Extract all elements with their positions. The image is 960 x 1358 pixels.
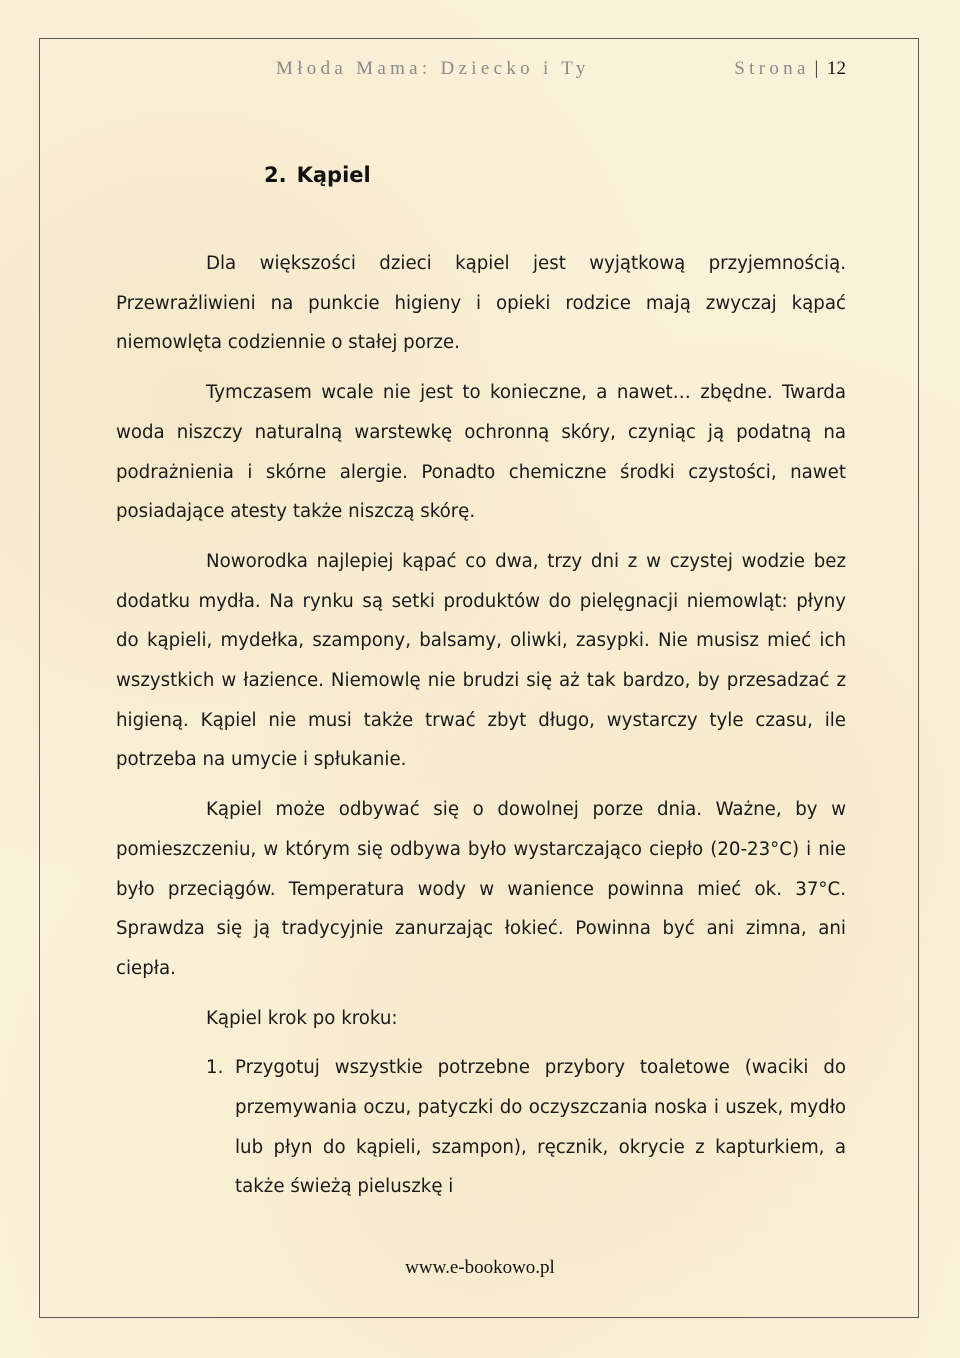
list-item-number: 1. — [206, 1057, 224, 1079]
page-indicator — [734, 58, 846, 80]
book-title: Młoda Mama: Dziecko i Ty — [276, 58, 590, 79]
list-item-text: Przygotuj wszystkie potrzebne przybory toaletowe (waciki do przemywania oczu, patyczki do oczyszczania noska i uszek, mydło lub płyn do kąpieli, szampon), ręcznik, okrycie z kapturkiem, a także świeżą pieluszkę i — [235, 1057, 846, 1198]
page-header — [116, 58, 846, 82]
page-separator: | — [814, 58, 819, 79]
paragraph: Noworodka najlepiej kąpać co dwa, trzy dni z w czystej wodzie bez dodatku mydła. Na rynku są setki produktów do pielęgnacji niemowląt: płyny do kąpieli, mydełka, szampony, balsamy, oliwki, zasypki. Nie musisz mieć ich wszystkich w łazience. Niemowlę nie brudzi się aż tak bardzo, by przesadzać z higieną. Kąpiel nie musi także trwać zbyt długo, wystarczy tyle czasu, ile potrzeba na umycie i spłukanie. — [116, 550, 846, 771]
section-number: 2. — [264, 163, 287, 187]
page-label: Strona — [734, 58, 810, 79]
paragraph: Dla większości dzieci kąpiel jest wyjątkową przyjemnością. Przewrażliwieni na punkcie higieny i opieki rodzice mają zwyczaj kąpać niemowlęta codziennie o stałej porze. — [116, 253, 846, 354]
section-heading — [264, 163, 371, 187]
paragraph: Kąpiel może odbywać się o dowolnej porze dnia. Ważne, by w pomieszczeniu, w którym się odbywa było wystarczająco ciepło (20-23°C) i nie było przeciągów. Temperatura wody w wanience powinna mieć ok. 37°C. Sprawdza się ją tradycyjnie zanurzając łokieć. Powinna być ani zimna, ani ciepła. — [116, 799, 846, 979]
page-number: 12 — [827, 58, 846, 79]
list-item — [116, 1048, 846, 1207]
paragraph: Tymczasem wcale nie jest to konieczne, a nawet… zbędne. Twarda woda niszczy naturalną warstewkę ochronną skóry, czyniąc ją podatną na podrażnienia i skórne alergie. Ponadto chemiczne środki czystości, nawet posiadające atesty także niszczą skórę. — [116, 382, 846, 523]
section-title: Kąpiel — [296, 163, 371, 187]
body-text — [116, 244, 846, 1207]
footer-url: www.e-bookowo.pl — [405, 1257, 555, 1278]
steps-label: Kąpiel krok po kroku: — [206, 1007, 398, 1029]
